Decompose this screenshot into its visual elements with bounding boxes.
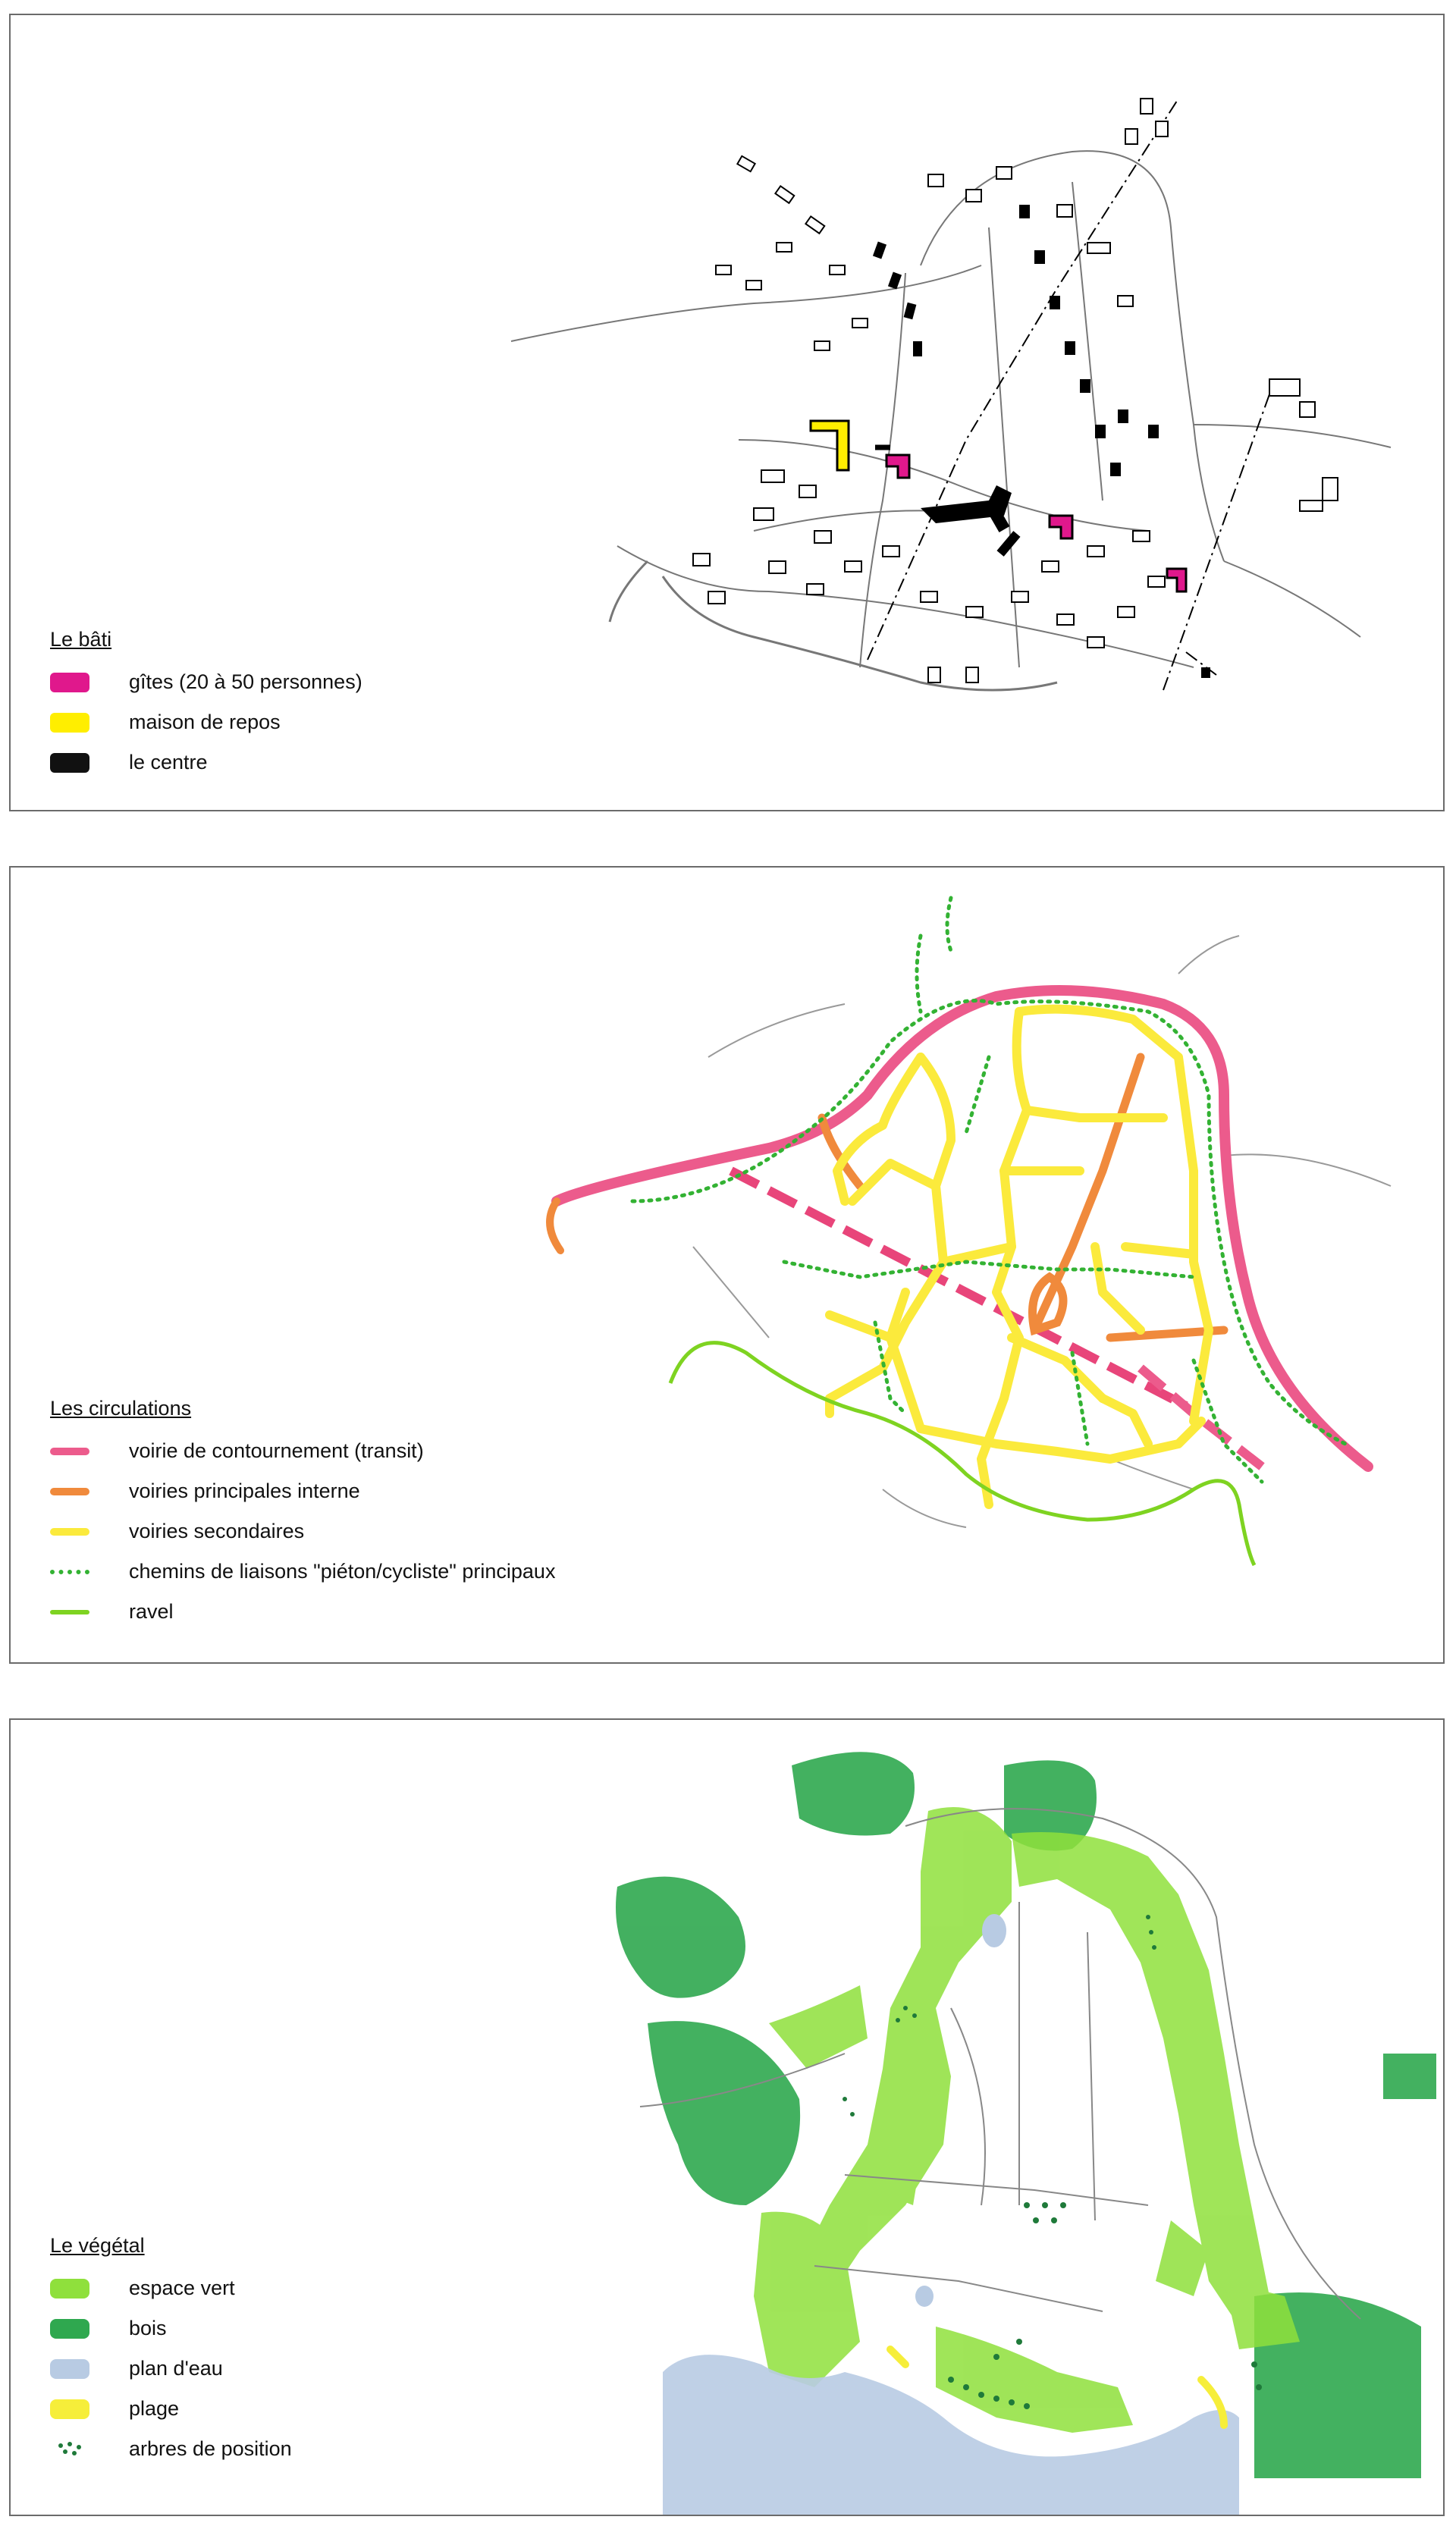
legend-item-ravel bbox=[50, 1592, 555, 1632]
tree-dots-graphic bbox=[50, 2440, 89, 2459]
legend-swatch-maison-de-repos bbox=[50, 713, 89, 733]
legend-swatch-espace-vert bbox=[50, 2279, 89, 2299]
legend-item-chemins-liaisons bbox=[50, 1552, 555, 1592]
legend-item-maison-de-repos bbox=[50, 702, 362, 742]
legend-label: plan d'eau bbox=[129, 2357, 223, 2380]
legend-item-plan-d-eau bbox=[50, 2349, 292, 2389]
legend-label: voirie de contournement (transit) bbox=[129, 1439, 424, 1462]
legend-vegetal bbox=[50, 2234, 292, 2469]
legend-item-voiries-secondaires bbox=[50, 1511, 555, 1552]
legend-circulations bbox=[50, 1397, 555, 1632]
legend-label: ravel bbox=[129, 1600, 174, 1623]
legend-label: chemins de liaisons "piéton/cycliste" principaux bbox=[129, 1560, 556, 1583]
legend-label: plage bbox=[129, 2397, 180, 2420]
legend-title: Le végétal bbox=[50, 2234, 145, 2257]
legend-title: Le bâti bbox=[50, 628, 112, 651]
legend-item-bois bbox=[50, 2308, 292, 2349]
legend-title: Les circulations bbox=[50, 1397, 192, 1420]
legend-label: bois bbox=[129, 2317, 167, 2339]
map-panel-vegetal bbox=[9, 1718, 1445, 2516]
legend-label: arbres de position bbox=[129, 2437, 292, 2460]
legend-swatch-ravel bbox=[50, 1610, 89, 1614]
legend-swatch-voiries-secondaires bbox=[50, 1528, 89, 1536]
legend-label: espace vert bbox=[129, 2277, 235, 2299]
legend-swatch-plage bbox=[50, 2399, 89, 2419]
legend-label: gîtes (20 à 50 personnes) bbox=[129, 670, 362, 693]
legend-item-voirie-contournement bbox=[50, 1431, 555, 1471]
tree-dots-icon bbox=[50, 2440, 89, 2459]
legend-label: le centre bbox=[129, 751, 208, 773]
legend-swatch-bois bbox=[50, 2319, 89, 2339]
legend-bati bbox=[50, 628, 362, 783]
legend-swatch-chemins-liaisons bbox=[50, 1570, 89, 1574]
legend-label: maison de repos bbox=[129, 711, 281, 733]
legend-label: voiries secondaires bbox=[129, 1520, 305, 1542]
legend-swatch-voiries-principales bbox=[50, 1488, 89, 1495]
legend-swatch-gites bbox=[50, 673, 89, 692]
legend-swatch-plan-d-eau bbox=[50, 2359, 89, 2379]
map-panel-circulations bbox=[9, 866, 1445, 1664]
legend-swatch-le-centre bbox=[50, 753, 89, 773]
legend-item-espace-vert bbox=[50, 2268, 292, 2308]
legend-swatch-voirie-contournement bbox=[50, 1448, 89, 1455]
map-panel-bati bbox=[9, 14, 1445, 811]
legend-label: voiries principales interne bbox=[129, 1480, 360, 1502]
legend-item-gites bbox=[50, 662, 362, 702]
legend-item-le-centre bbox=[50, 742, 362, 783]
legend-item-plage bbox=[50, 2389, 292, 2429]
legend-item-voiries-principales bbox=[50, 1471, 555, 1511]
legend-item-arbres-de-position bbox=[50, 2429, 292, 2469]
